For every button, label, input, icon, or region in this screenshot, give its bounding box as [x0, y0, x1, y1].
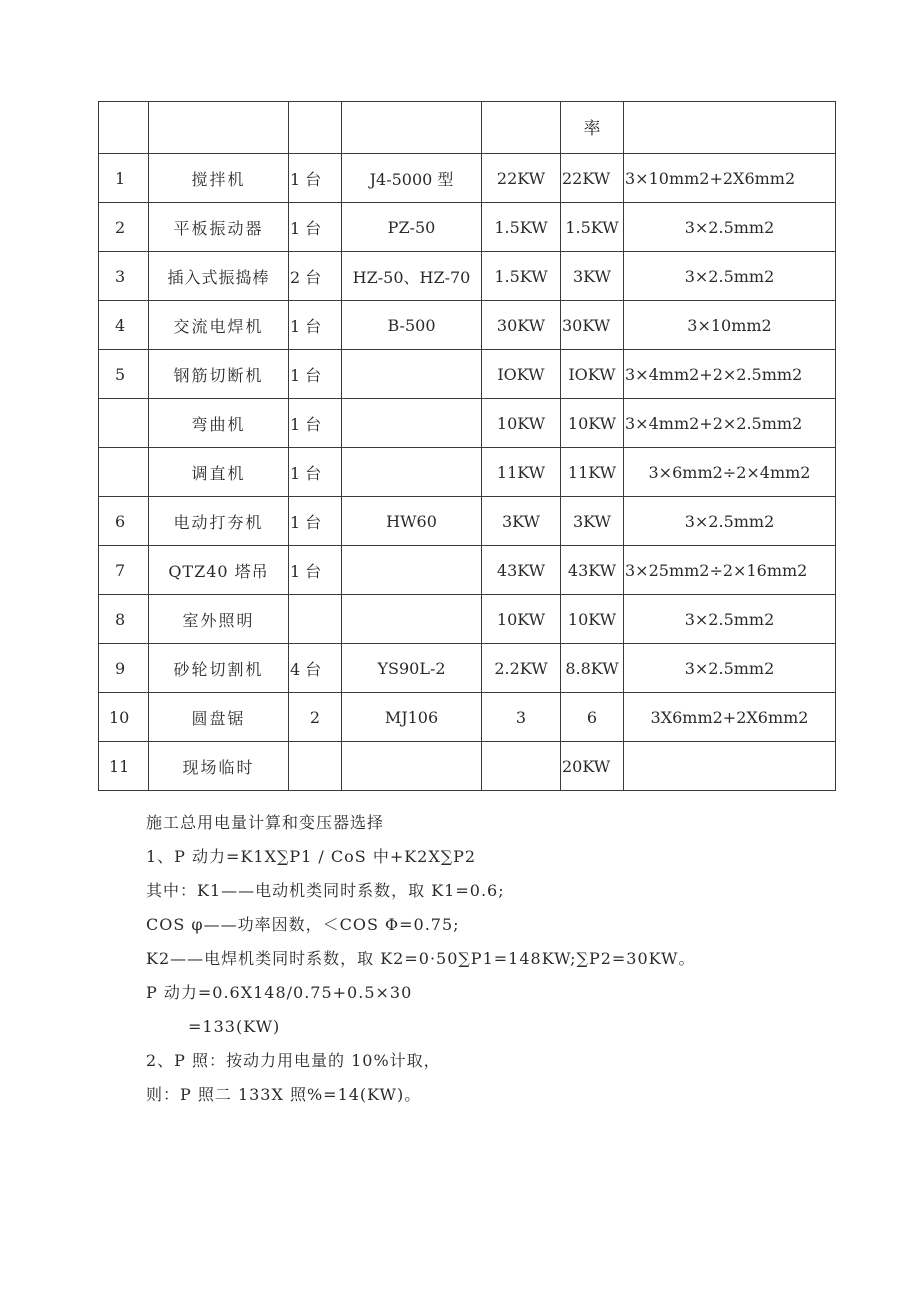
unit-power: 30KW — [482, 301, 561, 350]
quantity: 1 台 — [289, 154, 342, 203]
quantity: 1 台 — [289, 350, 342, 399]
table-row — [99, 546, 836, 595]
equipment-name: 弯曲机 — [149, 399, 289, 448]
equipment-power-table — [98, 101, 836, 791]
equipment-name: 交流电焊机 — [149, 301, 289, 350]
row-number: 3 — [99, 252, 149, 301]
unit-power: 22KW — [482, 154, 561, 203]
quantity — [289, 742, 342, 791]
equipment-name: 圆盘锯 — [149, 693, 289, 742]
cable-spec — [624, 742, 836, 791]
cable-spec: 3×4mm2+2×2.5mm2 — [624, 350, 836, 399]
row-number: 9 — [99, 644, 149, 693]
model: MJ106 — [342, 693, 482, 742]
cable-spec: 3×2.5mm2 — [624, 252, 836, 301]
total-power: 3KW — [561, 497, 624, 546]
formula-line: 其中：K1——电动机类同时系数，取 K1=0.6; — [146, 881, 505, 900]
total-power: IOKW — [561, 350, 624, 399]
unit-power: 10KW — [482, 399, 561, 448]
cable-spec: 3×6mm2÷2×4mm2 — [624, 448, 836, 497]
table-row — [99, 595, 836, 644]
total-power: 8.8KW — [561, 644, 624, 693]
total-power: 1.5KW — [561, 203, 624, 252]
cable-spec: 3X6mm2+2X6mm2 — [624, 693, 836, 742]
model: HW60 — [342, 497, 482, 546]
unit-power: 43KW — [482, 546, 561, 595]
quantity — [289, 595, 342, 644]
equipment-name: 室外照明 — [149, 595, 289, 644]
table-row — [99, 301, 836, 350]
row-number: 7 — [99, 546, 149, 595]
formula-line: COS φ——功率因数，＜COS Φ=0.75; — [146, 915, 460, 934]
model: YS90L-2 — [342, 644, 482, 693]
table-row — [99, 693, 836, 742]
table-row — [99, 203, 836, 252]
table-row — [99, 154, 836, 203]
total-power: 6 — [561, 693, 624, 742]
table-row — [99, 448, 836, 497]
model: J4-5000 型 — [342, 154, 482, 203]
header-cell — [99, 102, 149, 154]
equipment-name: 搅拌机 — [149, 154, 289, 203]
table-row — [99, 350, 836, 399]
quantity: 4 台 — [289, 644, 342, 693]
unit-power: IOKW — [482, 350, 561, 399]
quantity: 1 台 — [289, 448, 342, 497]
formula-result: =133(KW) — [188, 1017, 281, 1036]
cable-spec: 3×2.5mm2 — [624, 595, 836, 644]
row-number: 8 — [99, 595, 149, 644]
model — [342, 742, 482, 791]
quantity: 1 台 — [289, 546, 342, 595]
total-power: 22KW — [561, 154, 624, 203]
quantity: 1 台 — [289, 399, 342, 448]
cable-spec: 3×10mm2+2X6mm2 — [624, 154, 836, 203]
equipment-name: 电动打夯机 — [149, 497, 289, 546]
total-power: 20KW — [561, 742, 624, 791]
formula-line: K2——电焊机类同时系数，取 K2=0·50∑P1=148KW;∑P2=30KW。 — [146, 949, 696, 968]
quantity: 1 台 — [289, 497, 342, 546]
equipment-name: 现场临时 — [149, 742, 289, 791]
section-heading: 施工总用电量计算和变压器选择 — [146, 813, 385, 832]
row-number: 1 — [99, 154, 149, 203]
header-cell — [342, 102, 482, 154]
model — [342, 595, 482, 644]
row-number: 6 — [99, 497, 149, 546]
row-number — [99, 399, 149, 448]
quantity: 2 — [289, 693, 342, 742]
row-number: 4 — [99, 301, 149, 350]
model — [342, 546, 482, 595]
row-number: 2 — [99, 203, 149, 252]
quantity: 1 台 — [289, 301, 342, 350]
equipment-name: 砂轮切割机 — [149, 644, 289, 693]
total-power: 10KW — [561, 595, 624, 644]
formula-line: P 动力=0.6X148/0.75+0.5×30 — [146, 983, 413, 1002]
cable-spec: 3×10mm2 — [624, 301, 836, 350]
table-row — [99, 252, 836, 301]
model — [342, 399, 482, 448]
table-row — [99, 644, 836, 693]
total-power: 30KW — [561, 301, 624, 350]
cable-spec: 3×2.5mm2 — [624, 644, 836, 693]
unit-power: 1.5KW — [482, 252, 561, 301]
unit-power: 1.5KW — [482, 203, 561, 252]
table-row — [99, 399, 836, 448]
cable-spec: 3×2.5mm2 — [624, 497, 836, 546]
model: PZ-50 — [342, 203, 482, 252]
equipment-name: 平板振动器 — [149, 203, 289, 252]
unit-power: 2.2KW — [482, 644, 561, 693]
total-power: 10KW — [561, 399, 624, 448]
formula-line: 1、P 动力=K1X∑P1 / CoS 中+K2X∑P2 — [146, 847, 477, 866]
model — [342, 448, 482, 497]
unit-power: 3 — [482, 693, 561, 742]
header-cell-rate: 率 — [561, 102, 624, 154]
equipment-name: 插入式振捣棒 — [149, 252, 289, 301]
total-power: 43KW — [561, 546, 624, 595]
equipment-name: 调直机 — [149, 448, 289, 497]
unit-power: 3KW — [482, 497, 561, 546]
equipment-name: QTZ40 塔吊 — [149, 546, 289, 595]
quantity: 1 台 — [289, 203, 342, 252]
row-number: 11 — [99, 742, 149, 791]
row-number: 10 — [99, 693, 149, 742]
formula-line: 则：P 照二 133X 照%=14(KW)。 — [146, 1085, 422, 1104]
formula-line: 2、P 照：按动力用电量的 10%计取， — [146, 1051, 441, 1070]
model: HZ-50、HZ-70 — [342, 252, 482, 301]
cable-spec: 3×4mm2+2×2.5mm2 — [624, 399, 836, 448]
model: B-500 — [342, 301, 482, 350]
total-power: 11KW — [561, 448, 624, 497]
total-power: 3KW — [561, 252, 624, 301]
header-cell — [149, 102, 289, 154]
table-header-row — [99, 102, 836, 154]
unit-power: 11KW — [482, 448, 561, 497]
header-cell — [624, 102, 836, 154]
row-number — [99, 448, 149, 497]
row-number: 5 — [99, 350, 149, 399]
cable-spec: 3×2.5mm2 — [624, 203, 836, 252]
power-calculation-section — [146, 806, 846, 1112]
model — [342, 350, 482, 399]
cable-spec: 3×25mm2÷2×16mm2 — [624, 546, 836, 595]
header-cell — [482, 102, 561, 154]
unit-power — [482, 742, 561, 791]
quantity: 2 台 — [289, 252, 342, 301]
header-cell — [289, 102, 342, 154]
unit-power: 10KW — [482, 595, 561, 644]
table-row — [99, 497, 836, 546]
equipment-name: 钢筋切断机 — [149, 350, 289, 399]
table-row — [99, 742, 836, 791]
